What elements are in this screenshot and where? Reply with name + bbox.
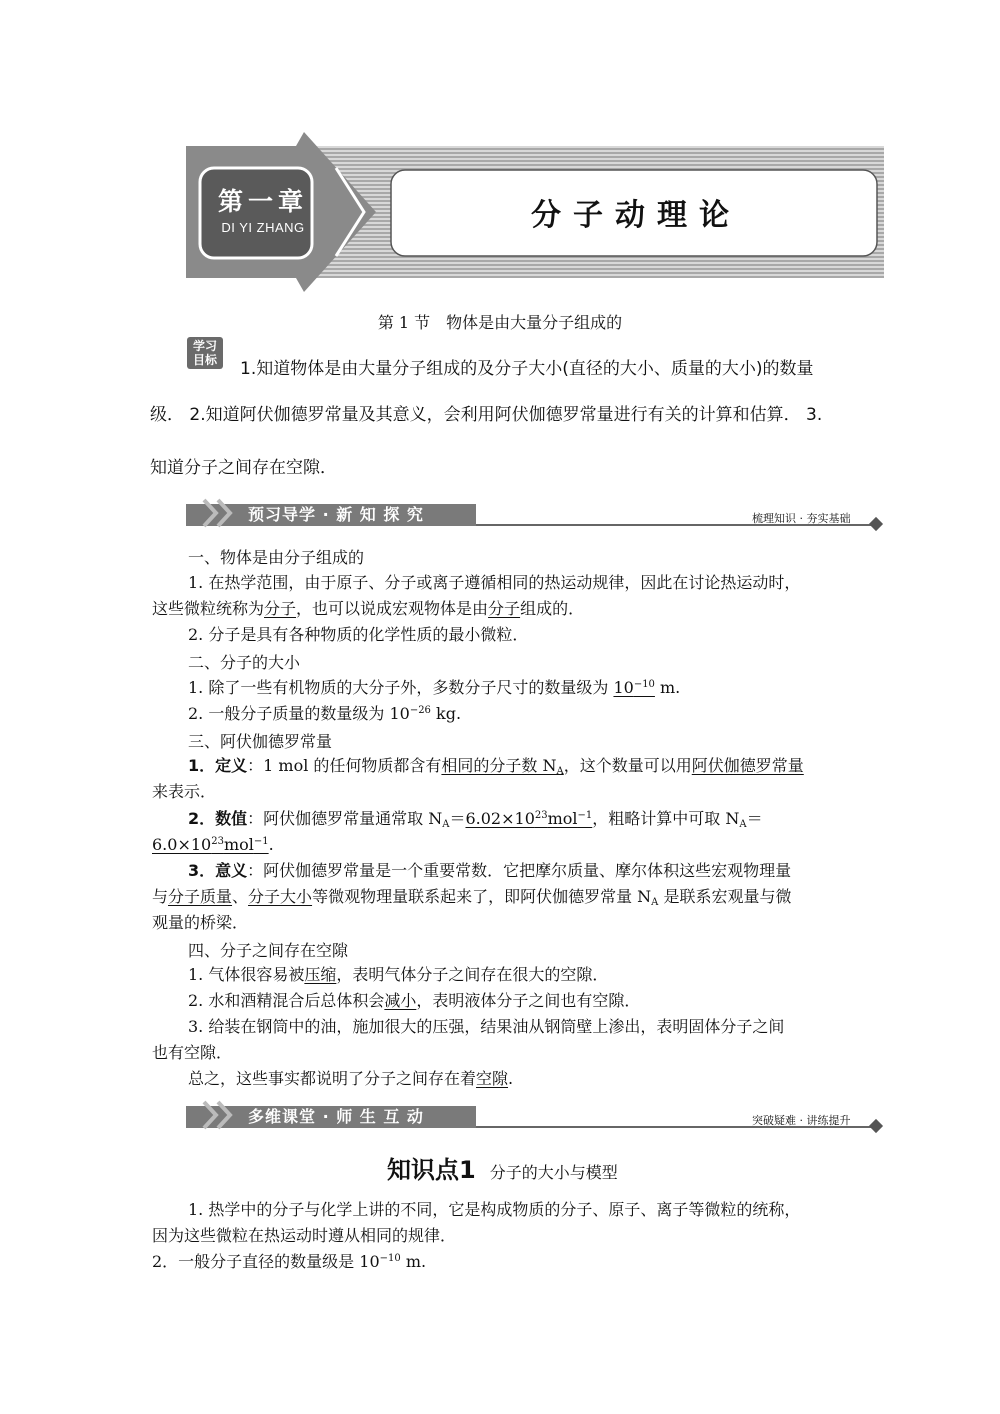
section-title: 第 1 节 物体是由大量分子组成的	[377, 313, 623, 332]
part3-value-line2: $6.0\times 10^{23}mol^{-1}$.	[152, 835, 274, 854]
chapter-number: 第一章	[217, 187, 308, 216]
double-chevron-icon	[200, 496, 244, 530]
knowledge-point-number: 知识点1	[387, 1156, 476, 1184]
part3-value-line1: 2．数值：阿伏伽德罗常量通常取 $N_A=6.02\times 10^{23}mol^{-1}$，粗略计算中可取 $N_A=$	[188, 809, 763, 830]
knowledge-p1-line1: 1. 热学中的分子与化学上讲的不同，它是构成物质的分子、原子、离子等微粒的统称，	[188, 1200, 801, 1219]
part4-p2: 2. 水和酒精混合后总体积会减小，表明液体分子之间也有空隙．	[188, 991, 641, 1010]
heading-part1: 一、物体是由分子组成的	[188, 548, 365, 567]
classroom-section-header	[186, 1098, 884, 1132]
classroom-header-title: 多维课堂 · 师 生 互 动	[248, 1107, 424, 1126]
goal-line-2: 级． 2.知道阿伏伽德罗常量及其意义，会利用阿伏伽德罗常量进行有关的计算和估算． 3.	[150, 405, 823, 425]
part3-meaning-line2: 与分子质量、分子大小等微观物理量联系起来了，即阿伏伽德罗常量 $N_A$ 是联系宏观量与微	[152, 887, 792, 908]
part3-definition-line1: 1．定义：1 mol 的任何物质都含有相同的分子数 $N_A$，这个数量可以用阿伏伽德罗常量	[188, 756, 804, 777]
chapter-title: 分子动理论	[531, 198, 741, 233]
diamond-icon	[869, 517, 883, 531]
part2-p1: 1. 除了一些有机物质的大分子外，多数分子尺寸的数量级为 $10^{-10}$ m.	[188, 678, 681, 697]
heading-part2: 二、分子的大小	[188, 653, 301, 672]
chapter-pinyin: DI YI ZHANG	[221, 220, 305, 235]
part4-p1: 1. 气体很容易被压缩，表明气体分子之间存在很大的空隙．	[188, 965, 609, 984]
knowledge-p2: 2．一般分子直径的数量级是 $10^{-10}$ m.	[152, 1252, 427, 1271]
knowledge-point-title	[387, 1150, 618, 1185]
learning-goal-badge: 学习 目标	[187, 337, 223, 369]
preview-section-header	[186, 496, 884, 530]
part1-p1-line2: 这些微粒统称为分子，也可以说成宏观物体是由分子组成的．	[152, 599, 585, 618]
heading-part3: 三、阿伏伽德罗常量	[188, 732, 333, 751]
preview-header-subtitle: 梳理知识 · 夯实基础	[752, 512, 851, 525]
part1-p1-line1: 1. 在热学范围，由于原子、分子或离子遵循相同的热运动规律，因此在讨论热运动时，	[188, 573, 801, 592]
preview-header-title: 预习导学 · 新 知 探 究	[248, 505, 424, 524]
part4-p3-line2: 也有空隙．	[152, 1043, 233, 1062]
double-chevron-icon	[200, 1098, 244, 1132]
part4-p3-line1: 3. 给装在钢筒中的油，施加很大的压强，结果油从钢筒壁上渗出，表明固体分子之间	[188, 1017, 785, 1036]
goal-line-1: 1.知道物体是由大量分子组成的及分子大小(直径的大小、质量的大小)的数量	[240, 359, 814, 379]
goal-line-3: 知道分子之间存在空隙．	[150, 458, 337, 478]
part2-p2: 2. 一般分子质量的数量级为 $10^{-26}$ kg.	[188, 704, 462, 723]
diamond-icon	[869, 1119, 883, 1133]
part3-meaning-line3: 观量的桥梁．	[152, 913, 249, 932]
knowledge-point-subtitle: 分子的大小与模型	[489, 1163, 618, 1182]
heading-part4: 四、分子之间存在空隙	[188, 941, 349, 960]
part1-p2: 2. 分子是具有各种物质的化学性质的最小微粒．	[188, 625, 529, 644]
classroom-header-subtitle: 突破疑难 · 讲练提升	[752, 1114, 851, 1127]
part4-summary: 总之，这些事实都说明了分子之间存在着空隙.	[188, 1069, 514, 1088]
knowledge-p1-line2: 因为这些微粒在热运动时遵从相同的规律．	[152, 1226, 457, 1245]
chapter-banner	[186, 132, 884, 292]
part3-definition-line2: 来表示．	[152, 782, 217, 801]
part3-meaning-line1: 3．意义：阿伏伽德罗常量是一个重要常数．它把摩尔质量、摩尔体积这些宏观物理量	[188, 861, 792, 880]
